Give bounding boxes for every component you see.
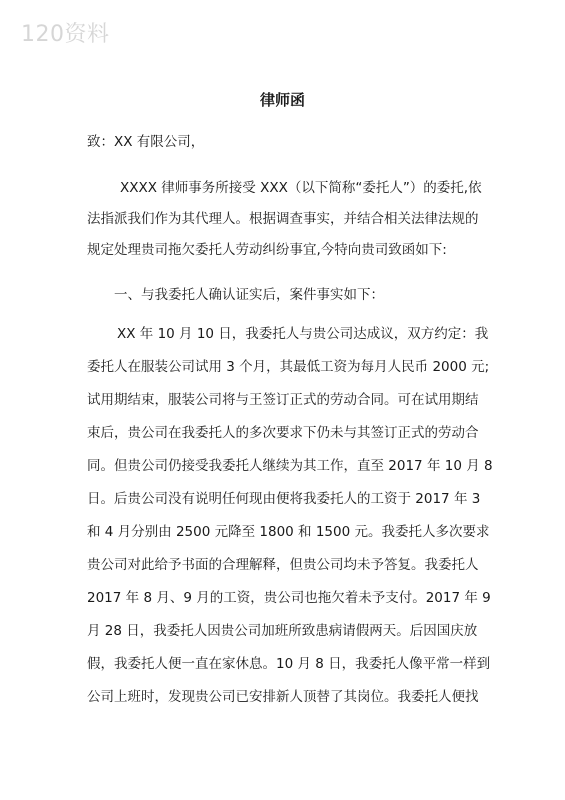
watermark: 120资料	[21, 22, 110, 47]
paragraph-line: 同。但贵公司仍接受我委托人继续为其工作，直至 2017 年 10 月 8	[87, 458, 493, 474]
paragraph-line: 公司上班时，发现贵公司已安排新人顶替了其岗位。我委托人便找	[87, 689, 479, 705]
paragraph-line: 试用期结束，服装公司将与王签订正式的劳动合同。可在试用期结	[87, 392, 479, 408]
paragraph-line: 和 4 月分别由 2500 元降至 1800 和 1500 元。我委托人多次要求	[87, 524, 490, 540]
section-heading: 一、与我委托人确认证实后，案件事实如下：	[114, 287, 384, 303]
paragraph-line: 2017 年 8 月、9 月的工资，贵公司也拖欠着未予支付。2017 年 9	[87, 590, 491, 606]
salutation: 致：XX 有限公司，	[87, 134, 205, 150]
paragraph-line: 假，我委托人便一直在家休息。10 月 8 日，我委托人像平常一样到	[87, 656, 491, 672]
paragraph-line: 贵公司对此给予书面的合理解释，但贵公司均未予答复。我委托人	[87, 557, 479, 573]
paragraph-line: 法指派我们作为其代理人。根据调查事实，并结合相关法律法规的	[87, 211, 479, 227]
paragraph-line: 月 28 日，我委托人因贵公司加班所致患病请假两天。后因国庆放	[87, 623, 478, 639]
paragraph-line: 日。后贵公司没有说明任何现由便将我委托人的工资于 2017 年 3	[87, 491, 481, 507]
paragraph-line: 束后，贵公司在我委托人的多次要求下仍未与其签订正式的劳动合	[87, 425, 479, 441]
paragraph-line: XXXX 律师事务所接受 XXX（以下简称“委托人”）的委托,依	[120, 180, 482, 196]
paragraph-line: XX 年 10 月 10 日，我委托人与贵公司达成议，双方约定：我	[117, 326, 489, 342]
paragraph-line: 规定处理贵司拖欠委托人劳动纠纷事宜,今特向贵司致函如下:	[87, 242, 447, 258]
document-title: 律师函	[259, 91, 305, 109]
paragraph-line: 委托人在服装公司试用 3 个月，其最低工资为每月人民币 2000 元;	[87, 359, 490, 375]
